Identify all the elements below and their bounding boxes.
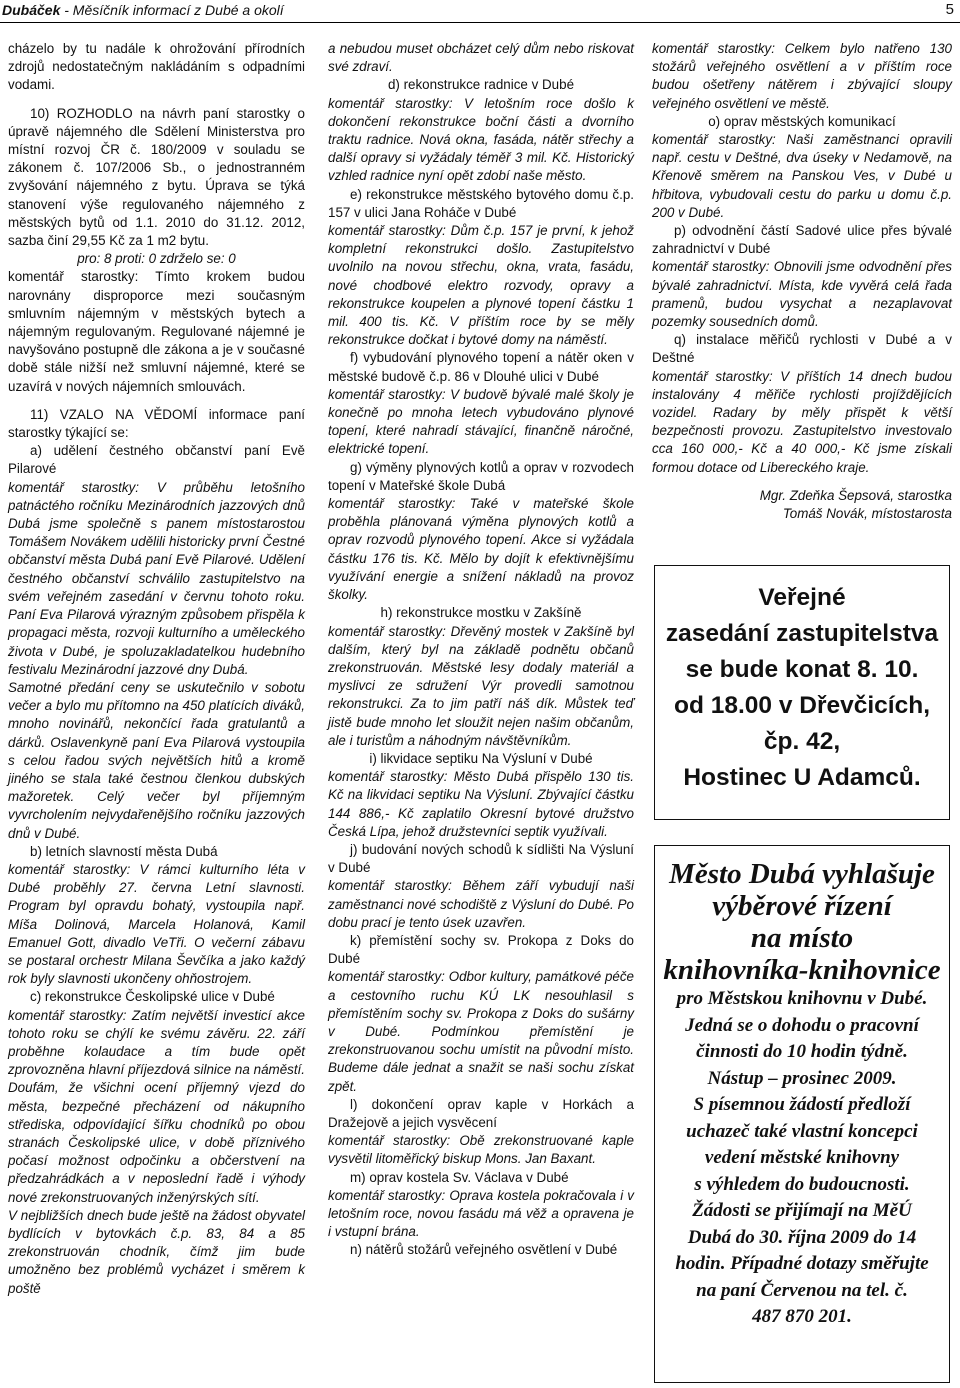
comment: komentář starostky: V příštích 14 dnech budou instalovány 4 měřiče rychlosti projíždějících vozidel. Radary by měly přispět k větší bezpečnosti provozu. Zastupitelstvo investovalo cca 160 000,- Kč a 40 000,- Kč jsme získali formou dotace od Libereckého kraje. xyxy=(652,368,952,475)
subheading: b) letních slavností města Dubá xyxy=(30,843,218,859)
subheading: n) nátěrů stožárů veřejného osvětlení v Dubé xyxy=(350,1242,618,1258)
subheading: m) oprav kostela Sv. Václava v Dubé xyxy=(350,1169,569,1185)
subheading: i) likvidace septiku Na Výsluní v Dubé xyxy=(369,750,593,766)
paragraph: komentář starostky: Tímto krokem budou narovnány disproporce mezi současným smluvním nájemným v městských bytech a nájemným regulovaným. Regulované nájemné je navyšováno postupně dle zákona a je v současné době stále nižší než smluvní nájemné, které se uzavírá v nových nájemních smlouvách. xyxy=(8,269,305,394)
comment: Samotné předání ceny se uskutečnilo v sobotu večer a bylo mu přítomno na 450 platících diváků, mnoho novinářů, nekončící řada gratulantů a dárků. Oslavenkyně paní Eva Pilarová vystoupila s celou řadou svých největších hitů a kromě jiného se stala také čestnou členkou dubských mažoretek. Celý večer byl příjemným vyvrcholením nejvydařenějšího ročníku jazzových dnů v Dubé. xyxy=(8,679,305,841)
comment: komentář starostky: Naši zaměstnanci opravili např. cestu v Deštné, dva úseky v Nedamově, na Křenově směrem na Panskou Ves, v Dubé u hřbitova, vybudovali cestu do parku u domu č.p. 200 v Dubé. xyxy=(652,132,952,220)
announcement-line: Veřejné xyxy=(758,584,846,611)
signature-mayor: Mgr. Zdeňka Šepsová, starostka xyxy=(759,487,952,503)
job-ad-line: S písemnou žádostí předloží xyxy=(693,1094,911,1115)
comment: komentář starostky: Oprava kostela pokračovala i v letošním roce, novou fasádu má věž a opravena je i vstupní brána. xyxy=(328,1187,634,1240)
announcement-line: Hostinec U Adamců. xyxy=(683,764,921,791)
job-ad-line: vedení městské knihovny xyxy=(704,1147,900,1168)
subheading: j) budování nových schodů k sídlišti Na Výsluní v Dubé xyxy=(328,841,634,876)
job-ad-line: Dubá do 30. října 2009 do 14 xyxy=(687,1226,917,1248)
comment: komentář starostky: V letošním roce došlo k dokončení rekonstrukce boční části a dvorního traktu radnice. Nová okna, fasáda, nátěr střechy a další opravy si vyžádaly téměř 3 mil. Kč. Historický vzhled radnice nyní opět zdobí naše město. xyxy=(328,95,634,184)
subheading: p) odvodnění částí Sadové ulice přes bývalé zahradnictví v Dubé xyxy=(652,223,952,257)
announcement-line: od 18.00 v Dřevčicích, xyxy=(673,692,931,719)
job-ad-heading: na místo xyxy=(750,922,854,954)
job-ad-line: s výhledem do budoucnosti. xyxy=(694,1173,910,1195)
job-ad-line: činnosti do 10 hodin týdně. xyxy=(696,1041,908,1062)
comment: komentář starostky: Během září vybudují naši zaměstnanci nové schodiště z Výsluní do Dubé. Po dobu prací je tento úsek uzavřen. xyxy=(328,878,634,930)
job-ad-box xyxy=(654,845,950,1383)
comment: komentář starostky: Celkem bylo natřeno 130 stožárů veřejného osvětlení a v příštím roce budou ošetřeny nátěrem i zbývající sloupy veřejného osvětlení ve městě. xyxy=(652,41,952,111)
job-ad-heading: Město Dubá vyhlašuje xyxy=(669,858,935,890)
job-ad-line: pro Městskou knihovnu v Dubé. xyxy=(676,988,928,1009)
subheading: a) udělení čestného občanství paní Evě Pilarové xyxy=(8,443,305,477)
paragraph: a nebudou muset obcházet celý dům nebo riskovat své zdraví. xyxy=(328,41,634,75)
newsletter-title xyxy=(2,0,284,20)
subheading: k) přemístění sochy sv. Prokopa z Doks do Dubé xyxy=(328,932,634,967)
paragraph: cházelo by tu nadále k ohrožování přírodních zdrojů nedostatečným nakládáním s odpadními vodami. xyxy=(8,41,305,93)
column-1 xyxy=(8,40,305,1298)
job-ad-heading: knihovníka-knihovnice xyxy=(663,954,941,986)
job-ad-line: 487 870 201. xyxy=(752,1306,852,1327)
job-ad-line: Žádosti se přijímají na MěÚ xyxy=(692,1200,912,1221)
subheading: d) rekonstrukce radnice v Dubé xyxy=(387,77,575,93)
comment: V nejbližších dnech bude ještě na žádost obyvatel bydlících v bytovkách č.p. 83, 84 a 85 zrekonstruován chodník, čímž jim bude umožněno bez problémů vycházet i směrem k poště xyxy=(8,1207,305,1296)
comment: komentář starostky: V průběhu letošního patnáctého ročníku Mezinárodních jazzových dnů Dubá jsme společně s panem místostarostou Tomášem Novákem udělili historicky první Čestné občanství města Dubá paní Evě Pilarové. Udělení čestného občanství schválilo zastupitelstvo na svém veřejném zasedání v červnu tohoto roku. Paní Eva Pilarová výrazným způsobem přispěla k propagaci města, rozvoji kulturního a uměleckého života v Dubé, je spoluzakladatelkou hudebního festivalu Mezinárodní jazzové dny Dubá. xyxy=(8,479,305,677)
job-ad-line: Jedná se o dohodu o pracovní xyxy=(685,1014,919,1036)
subheading: f) vybudování plynového topení a nátěr oken v městské budově č.p. 86 v Dlouhé ulici v Dubé xyxy=(328,350,634,384)
column-2 xyxy=(328,40,634,1260)
subheading: c) rekonstrukce Českolipské ulice v Dubé xyxy=(30,989,275,1005)
job-ad-heading: výběrové řízení xyxy=(712,890,892,922)
page-number: 5 xyxy=(945,1,954,18)
comment: komentář starostky: Zatím největší investicí akce tohoto roku se chýlí ke svému závěru. 22. září proběhne kolaudace a tím bude opět zprovozněna hlavní příjezdová silnice na náměstí. Doufám, že všichni ocení příjemný vjezd do města, bezpečné přecházení od nákupního střediska, odpovídající šířku chodníků po obou stranách Českolipské ulice, v době příznivého počasí možnost odpočinku a občerstvení na předzahrádkách a v neposlední řadě i výhody nové zrekonstruovaných inženýrských sítí. xyxy=(8,1007,305,1205)
title-subtitle: - Měsíčník informací z Dubé a okolí xyxy=(60,2,284,18)
comment: komentář starostky: Dřevěný mostek v Zakšíně byl dalším, který byl na základě podnětu občanů zrekonstruován. Městské lesy dodaly materiál a myslivci ze sdružení Výr provedli samotnou rekonstrukci. Za to jim patří náš dík. Můstek teď jistě bude mnoho let sloužit nejen našim občanům, ale i turistům a náhodným návštěvníkům. xyxy=(328,623,634,748)
comment: komentář starostky: Také v mateřské škole proběhla plánovaná výměna plynových kotlů a oprav rozvodů plynového topení. Akce si vyžádala částku 176 tis. Kč. Mělo by dojít k efektivnějšímu využívání energie a snížení nákladů na provoz školky. xyxy=(328,496,634,603)
subheading: o) oprav městských komunikací xyxy=(708,113,896,129)
comment: komentář starostky: Obnovili jsme odvodnění přes bývalé zahradnictví. Místa, kde vyvěrá celá řada pramenů, budou vysychat a nezaplavovat pozemky sousedních domů. xyxy=(652,259,952,330)
announcement-line: čp. 42, xyxy=(763,728,841,755)
subheading: g) výměny plynových kotlů a oprav v rozvodech topení v Mateřské škole Dubá xyxy=(328,459,634,493)
job-ad-line: hodin. Případné dotazy směřujte xyxy=(675,1253,929,1274)
signature-deputy: Tomáš Novák, místostarosta xyxy=(782,506,952,522)
comment: komentář starostky: V rámci kulturního léta v Dubé proběhly 27. června Letní slavnosti. Program byl opravdu bohatý, vystoupila např. Míša Dolinová, Marcela Holanová, Kamil Emanuel Gott, divadlo VeTři. O večerní zábavu se postaral orchestr Milana Ševčíka a jako každý rok byly slavnosti ukončeny ohňostrojem. xyxy=(8,861,305,987)
meeting-announcement-box xyxy=(654,565,950,820)
comment: komentář starostky: Město Dubá přispělo 130 tis. Kč na likvidaci septiku Na Výsluní. Zbývající částku 144 886,- Kč zaplatilo Okresní bytové družstvo Česká Lípa, jehož družstevníci septik využívali. xyxy=(328,769,634,839)
subheading: e) rekonstrukce městského bytového domu č.p. 157 v ulici Jana Roháče v Dubé xyxy=(328,186,634,220)
job-ad-line: Nástup – prosinec 2009. xyxy=(707,1067,897,1089)
column-3 xyxy=(652,40,952,523)
paragraph: 10) ROZHODLO na návrh paní starostky o úpravě nájemného dle Sdělení Ministerstva pro místní rozvoj ČR č. 180/2009 v souladu se zákonem č. 107/2006 Sb., o jednostranném zvyšování nájemného z bytu. Úprava se týká stanovení výše regulovaného nájemného z městských bytů od 1.1. 2010 do 31.12. 2012, sazba činí 29,55 Kč za 1 m2 bytu. xyxy=(8,105,305,249)
vote-result: pro: 8 proti: 0 zdrželo se: 0 xyxy=(77,251,236,267)
page-header xyxy=(0,0,960,23)
subheading: l) dokončení oprav kaple v Horkách a Dražejově a jejich vysvěcení xyxy=(328,1096,634,1130)
title-bold: Dubáček xyxy=(2,2,61,18)
comment: komentář starostky: Obě zrekonstruované kaple vysvětil litoměřický biskup Mons. Jan Baxant. xyxy=(328,1133,634,1167)
announcement-line: se bude konat 8. 10. xyxy=(685,656,919,683)
comment: komentář starostky: Dům č.p. 157 je první, k jehož kompletní rekonstrukci došlo. Zastupitelstvo uvolnilo na novou střechu, okna, vrata, fasádu, nové chodbové elektro rozvody, opravy a rekonstrukce koupelen a plynové topení částku 1 mil. 400 tis. Kč. V příštím roce by se měly rekonstrukce dočkat i bytové domy na náměstí. xyxy=(328,223,634,348)
subheading: q) instalace měřičů rychlosti v Dubé a v Deštné xyxy=(652,332,952,366)
job-ad-line: uchazeč také vlastní koncepci xyxy=(686,1120,918,1142)
paragraph: 11) VZALO NA VĚDOMÍ informace paní starostky týkající se: xyxy=(8,406,305,441)
job-ad-line: na paní Červenou na tel. č. xyxy=(696,1279,908,1301)
subheading: h) rekonstrukce mostku v Zakšíně xyxy=(380,605,582,621)
comment: komentář starostky: V budově bývalé malé školy je konečně po mnoha letech vybudováno plynové topení, které nahradí stávající, finančně náročné, elektrické topení. xyxy=(328,386,634,457)
announcement-line: zasedání zastupitelstva xyxy=(665,620,939,647)
comment: komentář starostky: Odbor kultury, památkové péče a cestovního ruchu KÚ LK nesouhlasil s přemístěním sochy sv. Prokopa z Doks do sušárny v Dubé. Podmínkou přemístění je zrekonstruovanou sochu umístit na původní místo. Budeme dále jednat a snažit se naši sochu získat zpět. xyxy=(328,969,634,1094)
